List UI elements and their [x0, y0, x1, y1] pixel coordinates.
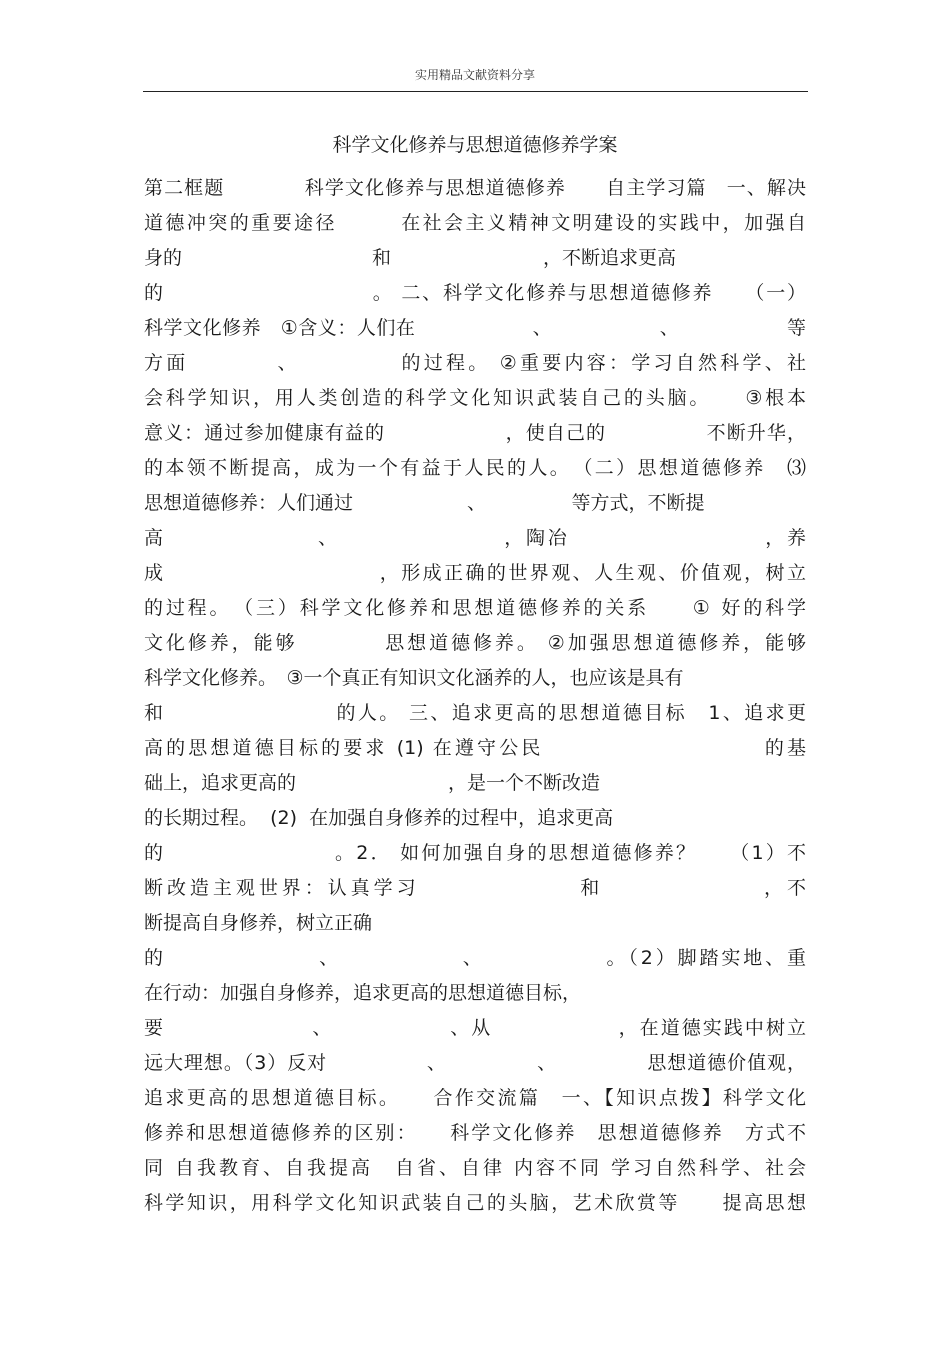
- body-line: 的本领不断提高，成为一个有益于人民的人。 （二）思想道德修养 ⑶: [144, 457, 806, 479]
- body-line: 断改造主观世界：认真学习 和 ，不: [144, 877, 806, 899]
- body-line: 高 、 ，陶冶 ，养: [144, 527, 806, 549]
- body-line: 科学知识，用科学文化知识武装自己的头脑，艺术欣赏等 提高思想: [144, 1192, 806, 1214]
- body-line: 身的 和 ，不断追求更高: [144, 247, 677, 269]
- body-line: 远大理想。（3）反对 、 、 思想道德价值观，: [144, 1052, 806, 1074]
- body-line: 础上，追求更高的 ，是一个不断改造: [144, 772, 601, 794]
- body-line: 成 ，形成正确的世界观、人生观、价值观，树立: [144, 562, 806, 584]
- body-line: 文化修养，能够 思想道德修养。 ②加强思想道德修养，能够: [144, 632, 806, 654]
- body-line: 思想道德修养：人们通过 、 等方式，不断提: [144, 492, 705, 514]
- body-line: 的长期过程。 (2) 在加强自身修养的过程中，追求更高: [144, 807, 614, 829]
- body-line: 要 、 、从 ，在道德实践中树立: [144, 1017, 806, 1039]
- body-line: 会科学知识，用人类创造的科学文化知识武装自己的头脑。 ③根本: [144, 387, 806, 409]
- body-line: 第二框题 科学文化修养与思想道德修养 自主学习篇 一、解决: [144, 177, 806, 199]
- body-line: 在行动：加强自身修养，追求更高的思想道德目标，: [144, 982, 582, 1004]
- body-line: 的 、 、 。（2）脚踏实地、重: [144, 947, 806, 969]
- body-line: 断提高自身修养，树立正确: [144, 912, 373, 934]
- document-title: 科学文化修养与思想道德修养学案: [332, 134, 618, 156]
- header-divider: [143, 91, 808, 92]
- body-line: 同 自我教育、自我提高 自省、自律 内容不同 学习自然科学、社会: [144, 1157, 806, 1179]
- body-line: 科学文化修养 ①含义：人们在 、 、 等: [144, 317, 806, 339]
- body-line: 高的思想道德目标的要求 (1) 在遵守公民 的基: [144, 737, 806, 759]
- body-line: 方面 、 的过程。 ②重要内容：学习自然科学、社: [144, 352, 806, 374]
- body-line: 的过程。 （三）科学文化修养和思想道德修养的关系 ① 好的科学: [144, 597, 806, 619]
- body-line: 的 。2． 如何加强自身的思想道德修养？ （1）不: [144, 842, 806, 864]
- body-line: 修养和思想道德修养的区别： 科学文化修养 思想道德修养 方式不: [144, 1122, 806, 1144]
- body-line: 的 。 二、科学文化修养与思想道德修养 （一）: [144, 282, 806, 304]
- body-line: 和 的人。 三、追求更高的思想道德目标 1、追求更: [144, 702, 806, 724]
- body-line: 道德冲突的重要途径 在社会主义精神文明建设的实践中，加强自: [144, 212, 806, 234]
- page-header: 实用精品文献资料分享: [414, 68, 535, 82]
- body-line: 科学文化修养。 ③一个真正有知识文化涵养的人，也应该是具有: [144, 667, 684, 689]
- body-line: 追求更高的思想道德目标。 合作交流篇 一、【知识点拨】科学文化: [144, 1087, 806, 1109]
- body-line: 意义：通过参加健康有益的 ，使自己的 不断升华，: [144, 422, 806, 444]
